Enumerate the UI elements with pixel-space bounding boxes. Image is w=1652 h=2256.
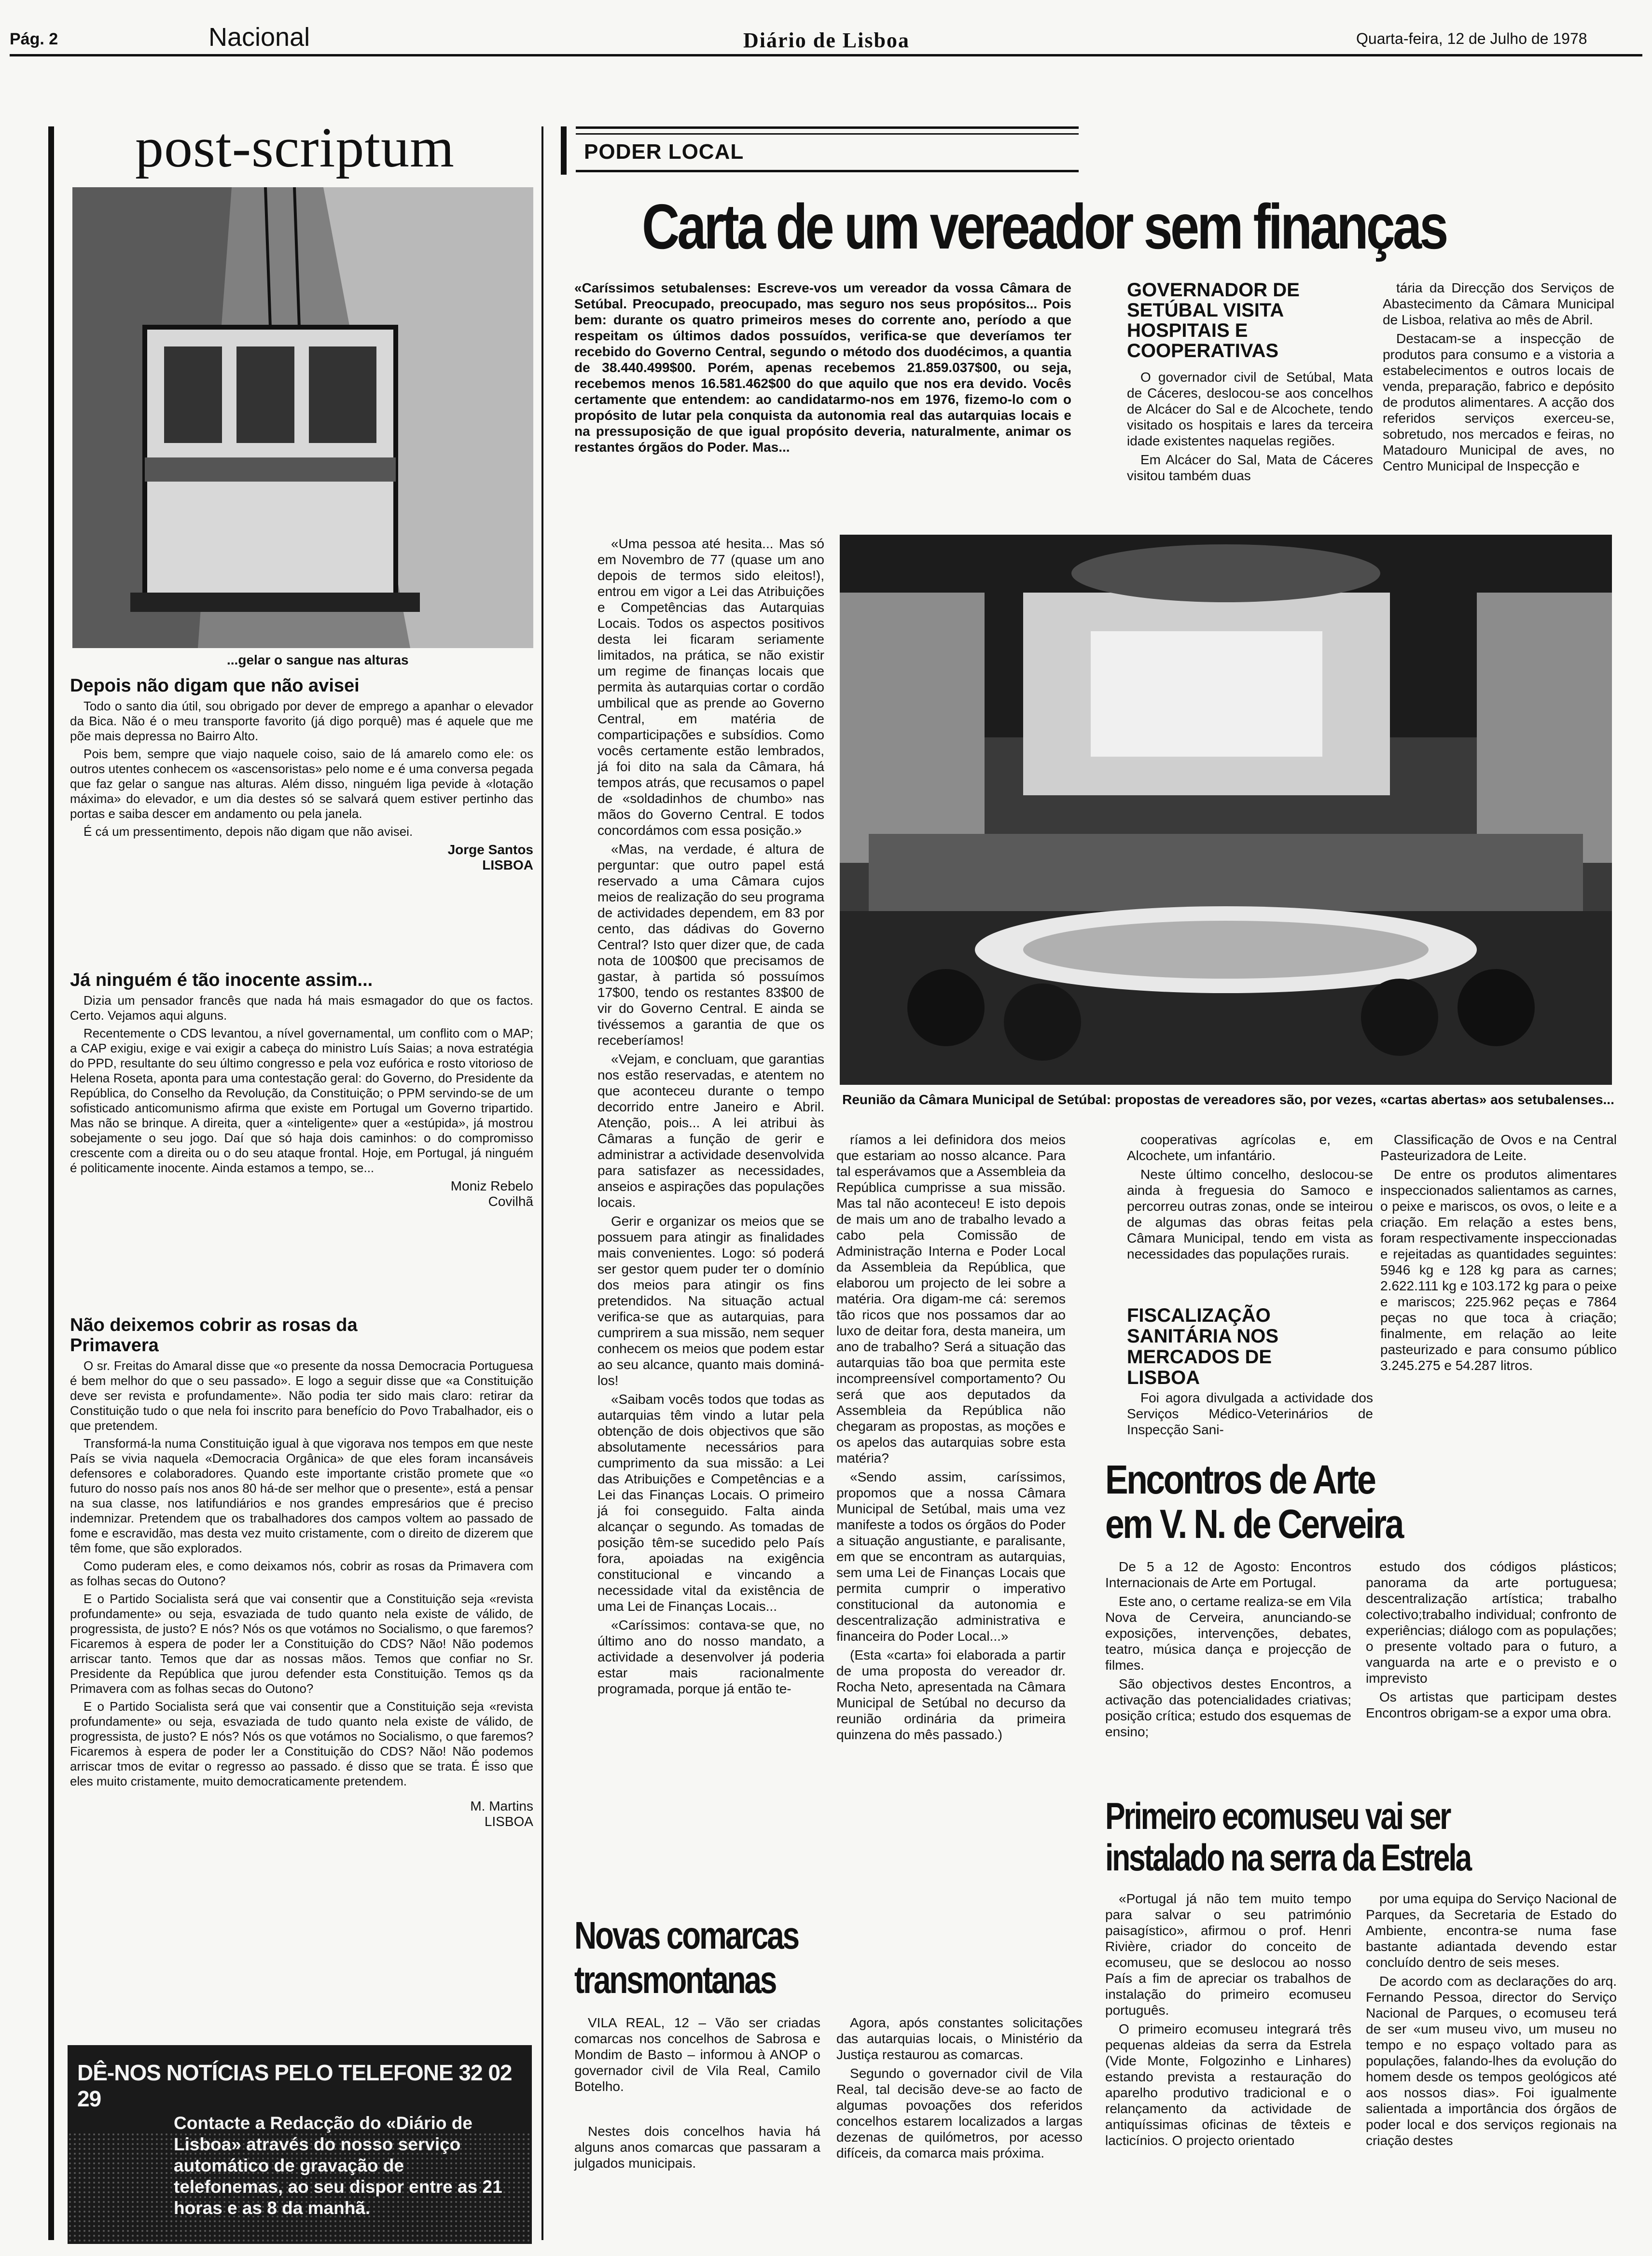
masthead-rule [10, 54, 1642, 56]
ps-article-1: Depois não digam que não avisei Todo o santo dia útil, sou obrigado por dever de emprego a apanhar o elevador da Bica. Não é o meu transporte favorito (já digo porquê) mas é aquele que me põe mais depressa no Bairro Alto. Pois bem, sempre que viajo naquele coiso, saio de lá amarelo como ele: os outros utentes conhecem os «ascensoristas» pelo nome e é uma conversa pegada que faz gelar o sangue nas alturas. Além disso, ninguém liga pevide à «lotação máxima» do elevador, e um dia destes só se salvará quem estiver pertinho das portas e saiba descer em andamento ou pela janela. É cá um pressentimento, depois não digam que não avisei. Jorge Santos LISBOA [70, 676, 533, 872]
council-photo-caption: Reunião da Câmara Municipal de Setúbal: propostas de vereadores são, por vezes, «cartas abertas» aos setubalenses... [842, 1092, 1614, 1107]
poder-local-rule-1 [576, 126, 1079, 129]
poder-local-left-bar [561, 126, 567, 175]
governador-column-a: O governador civil de Setúbal, Mata de Cáceres, deslocou-se aos concelhos de Alcácer do Sal e de Alcochete, tendo visitado os hospitais e lares da terceira idade existentes naquelas regiões. Em Alcácer do Sal, Mata de Cáceres visitou também duas [1127, 370, 1373, 483]
fiscalizacao-column-b: tária da Direcção dos Serviços de Abastecimento da Câmara Municipal de Lisboa, relativa ao mês de Abril. Destacam-se a inspecção de produtos para consumo e a vistoria a estabelecimentos e outros locais de venda, preparação, fabrico e depósito de produtos alimentares. A acção dos referidos serviços exerceu-se, sobretudo, nos mercados e feiras, no Matadouro Municipal de aves, no Centro Municipal de Inspecção e [1383, 280, 1614, 473]
main-headline: Carta de um vereador sem finanças [642, 191, 1446, 262]
ps-right-border [541, 126, 543, 2240]
carta-lead: «Caríssimos setubalenses: Escreve-vos um vereador da vossa Câmara de Setúbal. Preocupado, preocupado, mas seguro nos seus propósitos... Pois bem: durante os quatro primeiros meses do corrente ano, período a que respeitam os últimos dados possuídos, verifica-se que deveríamos ter recebido do Governo Central, segundo o método dos duodécimos, a quantia de 38.440.499$00. Porém, apenas recebemos 21.859.037$00, ou seja, recebemos menos 16.581.462$00 do que aquilo que nos era devido. Vocês certamente que entendem: ao candidatarmo-nos em 1976, fizemo-lo com o propósito de lutar pela conquista da autonomia real das autarquias locais e na pressuposição de que igual propósito deveria, naturalmente, animar os restantes órgãos do Poder. Mas... [574, 280, 1071, 455]
encontros-title: Encontros de Arte em V. N. de Cerveira [1105, 1457, 1402, 1547]
issue-date: Quarta-feira, 12 de Julho de 1978 [1356, 30, 1587, 47]
ps-article-3-title: Não deixemos cobrir as rosas da Primavera [70, 1315, 358, 1356]
ecomuseu-column-a: «Portugal já não tem muito tempo para salvar o seu património paisagístico», afirmou o prof. Henri Rivière, criador do conceito de ecomuseu, que se deslocou ao nosso País a fim de apreciar os trabalhos de instalação do primeiro ecomuseu português. O primeiro ecomuseu integrará três pequenas aldeias da serra da Estrela (Vide Monte, Folgozinho e Linhares) estando prevista a restauração do aparelho produtivo tradicional e o relançamento da actividade de antiquíssimas oficinas de têxteis e lacticínios. O projecto orientado [1105, 1891, 1351, 2148]
ps-article-3-place: LISBOA [484, 1814, 533, 1829]
comarcas-title: Novas comarcas transmontanas [574, 1914, 798, 2001]
ps-article-2-author: Moniz Rebelo [450, 1178, 533, 1193]
comarcas-column-b: Agora, após constantes solicitações das autarquias locais, o Ministério da Justiça restaurou as comarcas. Segundo o governador civil de Vila Real, tal decisão deve-se ao facto de algumas povoações dos referidos concelhos estarem localizados a largas dezenas de quilómetros, por acesso difíceis, da comarca mais próxima. [836, 2015, 1083, 2160]
ps-article-3: Não deixemos cobrir as rosas da Primavera O sr. Freitas do Amaral disse que «o presente da nossa Democracia Portuguesa é bem melhor do que o seu passado». E logo a seguir disse que «a Constituição deve ser revista e profundamente». Não podia ter sido mais claro: retirar da Constituição tudo o que nela foi inscrito para benefício do Povo Trabalhador, eis o que pretendem. Transformá-la numa Constituição igual à que vigorava nos tempos em que neste País se vivia naquela «Democracia Orgânica» de que eles foram incansáveis defensores e colaboradores. Quando este importante cristão promete que «o futuro do nosso país nos anos 80 há-de ser melhor que o presente», está a pensar na sua classe, nos latifundiários e nos grandes empresários que é preciso indemnizar. Pretendem que os trabalhadores dos campos voltem ao passado de fome e escravidão, mas desta vez muito cristamente, com o direito de dizerem que têm fome, que são explorados. Como puderam eles, e como deixamos nós, cobrir as rosas da Primavera com as folhas secas do Outono? E o Partido Socialista será que vai consentir que a Constituição seja «revista profundamente» ou seja, esvaziada de tudo quanto nela existe de válido, de progressista, de justo? E nós? Nós os que votámos no Socialismo, o que faremos? Ficaremos à espera de poder ler a Constituição do CDS? Não! Não podemos arriscar tanto. Temos que dar as nossas mãos. Temos que confiar no Sr. Presidente da República que jurou defender esta Constituição. Temos qs da Primavera com as folhas secas do Outono? E o Partido Socialista será que vai consentir que a Constituição seja «revista profundamente» ou seja, esvaziada de tudo quanto nela existe de válido, de progressista, de justo? E nós? Nós os que votámos no Socialismo, o que faremos? Ficaremos à espera de poder ler a Constituição do CDS? Não! Não podemos arriscar tmos de evitar o regresso ao passado. é disso que se trata. É isso que eles muito cristamente, muito democraticamente pretendem. M. Martins LISBOA [70, 1315, 533, 1829]
ps-article-1-place: LISBOA [482, 858, 533, 872]
comarcas-column-a: VILA REAL, 12 – Vão ser criadas comarcas nos concelhos de Sabrosa e Mondim de Basto – informou à ANOP o governador civil de Vila Real, Camilo Botelho. Nestes dois concelhos havia há alguns anos comarcas que passaram a julgados municipais. [574, 2015, 820, 2171]
ps-article-1-author: Jorge Santos [447, 842, 533, 857]
governador-title: GOVERNADOR DE SETÚBAL VISITA HOSPITAIS E COOPERATIVAS [1127, 279, 1300, 361]
fiscalizacao-column-a: Foi agora divulgada a actividade dos Serviços Médico-Veterinários de Inspecção Sani- [1127, 1390, 1373, 1437]
fiscalizacao-title: FISCALIZAÇÃO SANITÁRIA NOS MERCADOS DE LISBOA [1127, 1305, 1279, 1388]
encontros-column-b: estudo dos códigos plásticos; panorama da arte portuguesa; descentralização artística; trabalho colectivo;trabalho individual; confronto de experiências; diálogo com as populações; o presente voltado para o futuro, a vanguarda na arte e o previsto e o imprevisto Os artistas que participam destes Encontros obrigam-se a expor uma obra. [1366, 1559, 1617, 1720]
elevator-photo-caption: ...gelar o sangue nas alturas [227, 652, 409, 667]
ps-left-border [48, 126, 54, 2240]
fiscalizacao-column-c: Classificação de Ovos e na Central Pasteurizadora de Leite. De entre os produtos alimentares inspeccionados salientamos as carnes, o peixe e mariscos, os ovos, o leite e a criação. Em relação a estes bens, foram respectivamente inspeccionadas e rejeitadas as quantidades seguintes: 5946 kg e 128 kg para as carnes; 2.622.111 kg e 103.172 kg para o peixe e mariscos; 225.962 peças e 7864 peças no que toca à criação; finalmente, em relação ao leite pasteurizado e para consumo público 3.245.275 e 54.287 litros. [1380, 1132, 1617, 1373]
ps-article-1-title: Depois não digam que não avisei [70, 676, 360, 696]
poder-local-rule-3 [576, 170, 1079, 172]
phone-news-title: DÊ-NOS NOTÍCIAS PELO TELEFONE 32 02 29 [77, 2060, 512, 2111]
postscriptum-title: post-scriptum [135, 116, 455, 179]
carta-column-2: ríamos a lei definidora dos meios que estariam ao nosso alcance. Para tal esperávamos que a Assembleia da República cumprisse a sua missão. Mas tal não aconteceu! E isto depois de mais um ano de trabalho levado a cabo pela Comissão de Administração Interna e Poder Local da Assembleia da República, que elaborou um projecto de lei sobre a matéria. Ora digam-me cá: seremos tão ricos que nos possamos dar ao luxo de deitar fora, desta maneira, um ano de trabalho? Será a situação das autarquias tão boa que permita este incompreensível comportamento? Ou será que aos deputados da Assembleia da República não chegaram as propostas, as moções e os apelos das autarquias sobre esta matéria? «Sendo assim, caríssimos, propomos que a nossa Câmara Municipal de Setúbal, mais uma vez manifeste a todos os órgãos do Poder a situação angustiante, e paralisante, em que se encontram as autarquias, sem uma Lei de Finanças Locais que permita cumprir o imperativo constitucional da autonomia e descentralização administrativa e financeira do Poder Local...» (Esta «carta» foi elaborada a partir de uma proposta do vereador dr. Rocha Neto, apresentada na Câmara Municipal de Setúbal no decurso da reunião ordinária da primeira quinzena do mês passado.) [836, 1132, 1066, 1742]
phone-news-box [68, 2045, 532, 2244]
elevator-illustration [72, 187, 533, 648]
elevator-photo [72, 187, 533, 648]
council-meeting-photo [840, 535, 1612, 1085]
ecomuseu-column-b: por uma equipa do Serviço Nacional de Parques, da Secretaria de Estado do Ambiente, encontra-se numa fase bastante adiantada devendo estar concluído dentro de seis meses. De acordo com as declarações do arq. Fernando Pessoa, director do Serviço Nacional de Parques, o ecomuseu terá de ser «um museu vivo, um museu no tempo e no espaço voltado para as populações, falando-lhes da evolução do homem desde os tempos geológicos até aos nossos dias». Foi igualmente salientada a importância dos órgãos de poder local e dos serviços regionais na criação destes [1366, 1891, 1617, 2148]
ps-article-2-place: Covilhã [488, 1194, 533, 1209]
ecomuseu-title: Primeiro ecomuseu vai ser instalado na serra da Estrela [1105, 1795, 1471, 1879]
masthead [0, 0, 1652, 58]
council-meeting-illustration [840, 535, 1612, 1085]
carta-column-1: «Uma pessoa até hesita... Mas só em Novembro de 77 (quase um ano depois de termos sido eleitos!), entrou em vigor a Lei das Atribuições e Competências das Autarquias Locais. Todos os aspectos positivos desta lei ficaram seriamente limitados, na prática, se não existir um regime de finanças locais que permita às autarquias cortar o cordão umbilical que as prende ao Governo Central, em matéria de comparticipações e subsídios. Como vocês certamente estão lembrados, já foi dito na sala da Câmara, há tempos atrás, que recusamos o papel de «soldadinhos de chumbo» nas mãos do Governo Central. E todos concordámos com essa posição.» «Mas, na verdade, é altura de perguntar: que outro papel está reservado a uma Câmara cujos meios de realização do seu programa de actividades dependem, em 83 por cento, das dádivas do Governo Central? Isto quer dizer que, de cada nota de 100$00 que precisamos de gastar, à partida só possuímos 17$00, tendo os restantes 83$00 de vir do Governo Central. E ainda se tivéssemos a garantia de que os receberíamos! «Vejam, e concluam, que garantias nos estão reservadas, e atentem no que aconteceu durante o tempo decorrido entre Janeiro e Abril. Atenção, pois... A lei atribui às Câmaras a função de gerir e administrar a actividade desenvolvida para satisfazer as necessidades, anseios e aspirações das populações locais. Gerir e organizar os meios que se possuem para atingir as finalidades mais convenientes. Logo: só poderá ser gestor quem puder ter o domínio dos meios para atingir os fins pretendidos. Na situação actual verifica-se que as autarquias, para cumprirem a sua missão, nem sequer conhecem os meios que podem estar ao seu alcance, quanto mais dominá-los! «Saibam vocês todos que todas as autarquias têm vindo a lutar pela obtenção de dois objectivos que são absolutamente necessários para cumprimento da sua missão: a Lei das Atribuições e Competências e a Lei das Finanças Locais. O primeiro já foi conseguido. Falta ainda alcançar o segundo. As tomadas de posição têm-se sucedido pelo País fora, apoiadas na exigência constitucional e vincando a necessidade vital da existência de uma Lei de Finanças Locais... «Caríssimos: contava-se que, no último ano do nosso mandato, a actividade a desenvolver já poderia estar mais racionalmente programada, porque já então te- [597, 536, 824, 1696]
poder-local-rule-2 [576, 133, 1079, 135]
phone-news-body: Contacte a Redacção do «Diário de Lisboa» através do nosso serviço automático de gravação de telefonemas, ao seu dispor entre as 21 horas e as 8 da manhã. [174, 2113, 502, 2218]
page-number: Pág. 2 [10, 30, 58, 48]
paper-name: Diário de Lisboa [743, 28, 910, 52]
encontros-column-a: De 5 a 12 de Agosto: Encontros Internacionais de Arte em Portugal. Este ano, o certame realiza-se em Vila Nova de Cerveira, anunciando-se exposições, intervenções, debates, teatro, música dança e projecção de filmes. São objectivos destes Encontros, a activação das potencialidades criativas; posição crítica; estudo dos esquemas de ensino; [1105, 1559, 1351, 1739]
ps-article-3-author: M. Martins [470, 1799, 533, 1813]
governador-column-b: cooperativas agrícolas e, em Alcochete, um infantário. Neste último concelho, deslocou-se ainda à freguesia do Samoco e percorreu outras zonas, onde se inteirou de algumas das obras feitas pela Câmara Municipal, tendo em vista as necessidades das populações rurais. [1127, 1132, 1373, 1261]
ps-article-2: Já ninguém é tão inocente assim... Dizia um pensador francês que nada há mais esmagador do que os factos. Certo. Vejamos aqui alguns. Recentemente o CDS levantou, a nível governamental, um conflito com o MAP; a CAP exigiu, exige e vai exigir a cabeça do ministro Luís Saias; a nova estratégia do PPD, resultante do seu último congresso e pela voz eufórica e rosto vitorioso de Helena Roseta, aponta para uma contestação geral: do Governo, do Presidente da República, do Conselho da Revolução, da Constituição; o PPM servindo-se de um sofisticado anticomunismo afirma que existe em Portugal um Governo tripartido. Mas não se brinque. A direita, quer a «inteligente» quer a «estúpida», já mostrou sobejamente o seu jogo. Daí que só haja dois caminhos: o do compromisso crescente com a direita ou o do seu ataque frontal. Hoje, em Portugal, já ninguém é politicamente inocente. Ainda estamos a tempo, se... Moniz Rebelo Covilhã [70, 970, 533, 1209]
ps-article-2-title: Já ninguém é tão inocente assim... [70, 970, 373, 990]
poder-local-tag: PODER LOCAL [584, 140, 744, 164]
section-name: Nacional [208, 23, 310, 52]
